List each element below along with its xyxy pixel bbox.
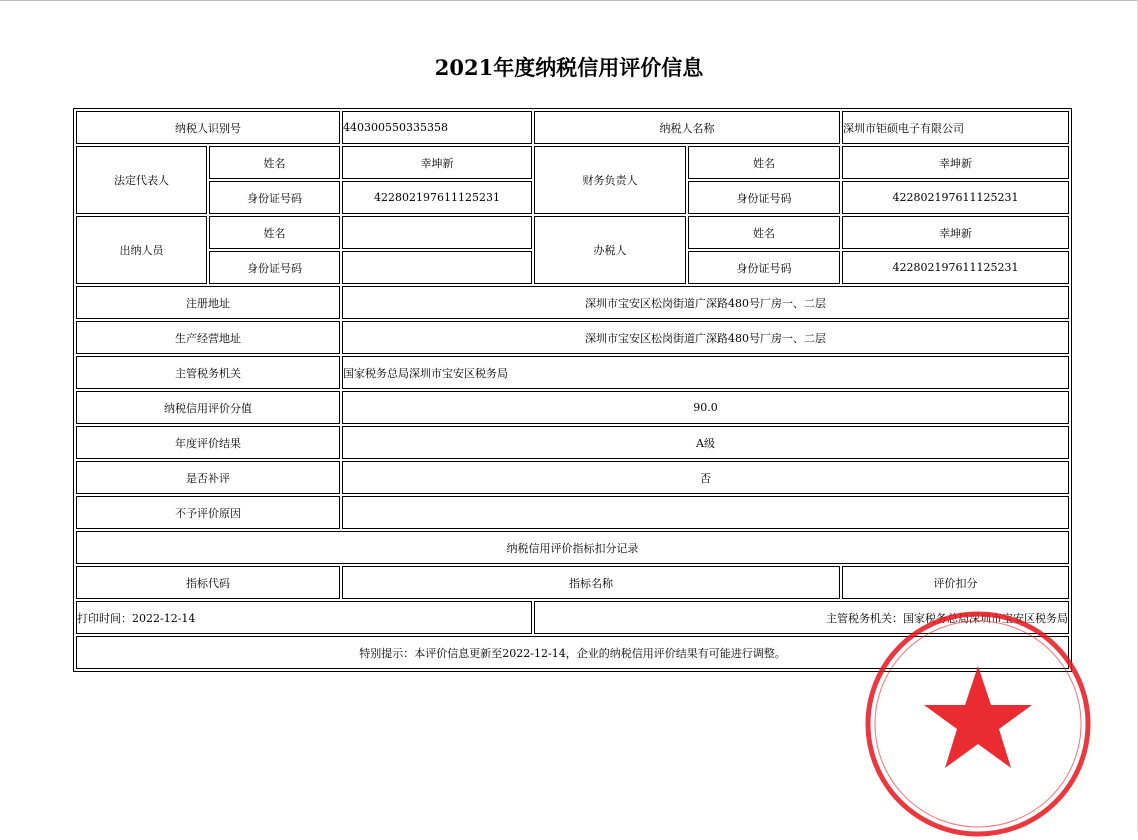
table-row [76, 216, 1069, 249]
tax-handler-label: 办税人 [534, 216, 686, 284]
tax-handler-id: 422802197611125231 [842, 251, 1069, 284]
header-indicator-code: 指标代码 [76, 566, 340, 599]
taxpayer-id-value: 440300550335358 [342, 111, 532, 144]
authority-footer: 主管税务机关：国家税务总局深圳市宝安区税务局 [534, 601, 1069, 634]
supplementary-label: 是否补评 [76, 461, 340, 494]
table-row [76, 566, 1069, 599]
deduction-title: 纳税信用评价指标扣分记录 [76, 531, 1069, 564]
legal-rep-name: 幸坤新 [342, 146, 532, 179]
cashier-id [342, 251, 532, 284]
taxpayer-id-label: 纳税人识别号 [76, 111, 340, 144]
name-label: 姓名 [688, 216, 840, 249]
credit-score-value: 90.0 [342, 391, 1069, 424]
name-label: 姓名 [209, 216, 340, 249]
star-icon [924, 666, 1032, 768]
top-border [0, 0, 1138, 1]
table-row [76, 286, 1069, 319]
registered-address-value: 深圳市宝安区松岗街道广深路480号厂房一、二层 [342, 286, 1069, 319]
table-row [76, 531, 1069, 564]
header-deduction: 评价扣分 [842, 566, 1069, 599]
page-title: 2021年度纳税信用评价信息 [434, 55, 704, 80]
registered-address-label: 注册地址 [76, 286, 340, 319]
table-row [76, 496, 1069, 529]
table-row [76, 601, 1069, 634]
header-indicator-name: 指标名称 [342, 566, 840, 599]
id-card-label: 身份证号码 [688, 251, 840, 284]
table-row [76, 391, 1069, 424]
table-row [76, 426, 1069, 459]
taxpayer-name-label: 纳税人名称 [534, 111, 840, 144]
credit-evaluation-table [73, 108, 1072, 672]
legal-rep-id: 422802197611125231 [342, 181, 532, 214]
cashier-name [342, 216, 532, 249]
business-address-value: 深圳市宝安区松岗街道广深路480号厂房一、二层 [342, 321, 1069, 354]
cashier-label: 出纳人员 [76, 216, 207, 284]
id-card-label: 身份证号码 [688, 181, 840, 214]
name-label: 姓名 [688, 146, 840, 179]
supplementary-value: 否 [342, 461, 1069, 494]
no-evaluation-reason-value [342, 496, 1069, 529]
table-row [76, 636, 1069, 669]
table-row [76, 356, 1069, 389]
finance-head-id: 422802197611125231 [842, 181, 1069, 214]
table-row [76, 146, 1069, 179]
tax-handler-name: 幸坤新 [842, 216, 1069, 249]
annual-result-label: 年度评价结果 [76, 426, 340, 459]
tax-authority-label: 主管税务机关 [76, 356, 340, 389]
tax-authority-value: 国家税务总局深圳市宝安区税务局 [342, 356, 1069, 389]
print-time: 打印时间：2022-12-14 [76, 601, 532, 634]
table-row [76, 111, 1069, 144]
table-row [76, 461, 1069, 494]
table-row [76, 321, 1069, 354]
business-address-label: 生产经营地址 [76, 321, 340, 354]
legal-rep-label: 法定代表人 [76, 146, 207, 214]
finance-head-name: 幸坤新 [842, 146, 1069, 179]
id-card-label: 身份证号码 [209, 251, 340, 284]
taxpayer-name-value: 深圳市钜硕电子有限公司 [842, 111, 1069, 144]
annual-result-value: A级 [342, 426, 1069, 459]
id-card-label: 身份证号码 [209, 181, 340, 214]
notice: 特别提示：本评价信息更新至2022-12-14，企业的纳税信用评价结果有可能进行调整。 [76, 636, 1069, 669]
credit-score-label: 纳税信用评价分值 [76, 391, 340, 424]
name-label: 姓名 [209, 146, 340, 179]
no-evaluation-reason-label: 不予评价原因 [76, 496, 340, 529]
finance-head-label: 财务负责人 [534, 146, 686, 214]
